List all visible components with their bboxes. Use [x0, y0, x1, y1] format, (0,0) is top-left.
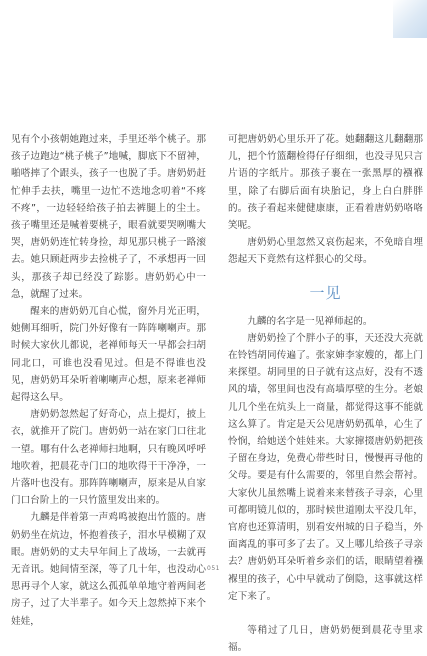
body-paragraph: 见有个小孩朝她跑过来，手里还举个桃子。那孩子边跑边“桃子桃子”地喊，脚底下不留神，啪嗒摔了个跟头，孩子一也脱了手。唐奶奶赶忙伸手去扶，嘴里一边忙不迭地念叨着“不疼不疼”，一边轻轻给孩子拍去裤腿上的尘土。孩子嘴里还是喊着要桃子，眼看就要哭咧嘴大哭，唐奶奶连忙转身捡，却见那只桃子一路滚去。她只顾赶两步去捡桃子了，不承想再一回头，那孩子却已经没了踪影。唐奶奶心中一急，就醒了过来。	[11, 134, 206, 300]
page-number: 051	[207, 565, 220, 572]
corner-decoration	[393, 0, 427, 38]
body-paragraph: 九麟的名字是一见禅师起的。	[247, 315, 373, 327]
body-paragraph: 九麟是伴着第一声鸡鸣被抱出竹篮的。唐奶奶坐在炕边，怀抱着孩子，泪水早模糊了双眼。唐奶奶的丈夫早年间上了战场，一去就再无音讯。她间情至深，等了几十年，也没动心思再寻个人家，就这么孤孤单单地守着两间老房子，过了大半辈子。如今天上忽然掉下来个娃娃，	[11, 512, 206, 627]
left-column	[11, 131, 206, 630]
body-paragraph: 等稍过了几日，唐奶奶便到晨花寺里求福。	[228, 625, 423, 654]
section-heading: 一见	[309, 283, 342, 302]
body-paragraph: 醒来的唐奶奶兀自心慌，窗外月光正明，她侧耳细听，院门外好像有一阵阵喇喇声。那时候大家伙儿都说，老禅师每天一早都会扫胡同北口，可谁也没看见过。但是不得谁也没见，唐奶奶耳朵听着喇喇声心想，原来老禅师起得这么早。	[11, 306, 206, 404]
body-paragraph: 唐奶奶忽然起了好奇心，点上提灯，披上衣，就推开了院门。唐奶奶一站在家门口往北一望。哪有什么老禅师扫地啊，只有晚风呼呼地吹着，把晨花寺门口的地吹得干干净净，一片落叶也没有。那阵阵喇喇声，原来是从自家门口台阶上的一只竹篮里发出来的。	[11, 409, 206, 507]
paragraph-gap	[228, 605, 423, 622]
right-column	[228, 131, 423, 656]
body-paragraph: 唐奶奶心里忽然又哀伤起来，不免暗自埋怨起天下竟然有这样狠心的父母。	[228, 237, 423, 266]
body-paragraph: 唐奶奶捡了个胖小子的事，天还没大亮就在铃铛胡同传遍了。张家婶李家嫂的，都上门来探望。胡同里的日子就有这点好，没有不透风的墙，邻里间也没有高墙厚壁的生分。老娘儿几个坐在炕头上一商量，都觉得这事不能就这么算了。肯定是天公见唐奶奶孤单，心生了怜悯，给她送个娃娃来。大家撺掇唐奶奶把孩子留在身边，免费心带些时日，慢慢再寻他的父母。要是有什么需要的，邻里自然会帮衬。大家伙儿虽然嘴上说着来来替孩子寻亲，心里可都明镜儿似的，那时候世道刚太平没几年，官府也还算清明，别看安州城的日子稳当，外面离乱的事可多了去了。又上哪儿给孩子寻亲去？唐奶奶耳朵听着乡亲们的话，眼睛望着襁褓里的孩子，心中早就动了倒隐，这事就这样定下来了。	[228, 332, 423, 602]
body-paragraph: 可把唐奶奶心里乐开了花。她翻翻这儿翻翻那儿，把个竹篮翻检得仔仔细细，也没寻见只言片语的字纸片。那孩子裹在一张黑厚的襁褓里，除了右脚后面有块胎记，身上白白胖胖的。孩子看起来健健康康，正看着唐奶奶咯咯笑呢。	[228, 134, 423, 232]
